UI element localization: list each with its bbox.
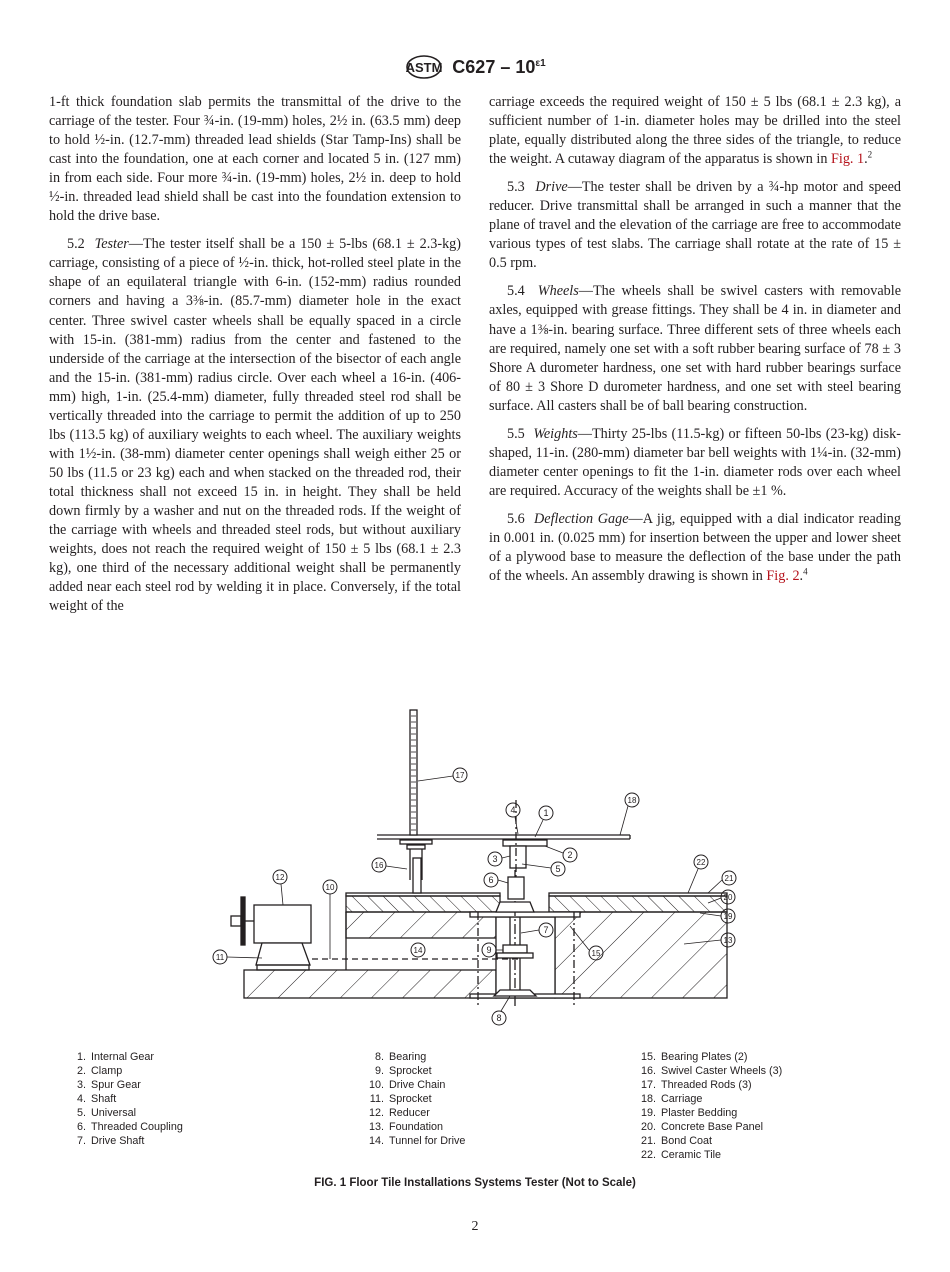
legend-item: 17. Threaded Rods (3) — [640, 1079, 752, 1091]
paragraph-carriage-continued: carriage exceeds the required weight of 150 ± 5 lbs (68.1 ± 2.3 kg), a sufficient number of 1-in. diameter holes may be drilled into the steel plate, equally distributed along the three sides of the triangle, to reduce the weight. A cutaway diagram of the apparatus is shown in Fig. 1.$^2$ — [489, 94, 901, 168]
section-5-4: 5.4 Wheels—The wheels shall be swivel casters with removable axles, equipped with grease fittings. They shall be 4 in. in diameter and have a 1⅜-in. bearing surface. Three different sets of three wheels each are required, namely one set with a soft rubber bearing surface of 78 ± 3 Shore A durometer hardness, one set with hard rubber bearings surface of 80 ± 3 Shore D durometer hardness, and one set with steel bearing surface. All casters shall be of ball bearing construction. — [489, 283, 901, 414]
page-number: 2 — [471, 1219, 479, 1234]
legend-item: 14. Tunnel for Drive — [368, 1135, 466, 1147]
svg-text:2: 2 — [567, 850, 573, 860]
section-5-2: 5.2 Tester—The tester itself shall be a 150 ± 5-lbs (68.1 ± 2.3-kg) carriage, consisting of a piece of ½-in. thick, hot-rolled steel plate in the shape of an equilateral triangle with 6-in. (152-mm) radius rounded corners and having a 3⅜-in. (85.7-mm) diameter hole in the exact center. Three swivel caster wheels shall be equally spaced in a circle with 15-in. (381-mm) radius from the center and fastened to the underside of the carriage at the intersection of the bisector of each angle and the 15-in. (381-mm) radius circle. Over each wheel a 16-in. (406-mm) high, 1-in. (25.4-mm) diameter, fully threaded steel rod shall be vertically threaded into the carriage to permit the addition of up to 250 lbs (113.5 kg) of auxiliary weights to each wheel. The auxiliary weights with 1½-in. (38-mm) diameter center openings shall weigh either 25 or 50 lbs (11.5 or 23 kg) each and when stacked on the threaded rod, their total thickness shall not exceed 15 in. in height. They shall be held down firmly by a washer and nut on the threaded rods. If the weight of the carriage with wheels and threaded steel rods, but without auxiliary weights, does not reach the required weight of 150 ± 5 lbs (68.1 ± 2.3 kg), one third of the necessary additional weight shall be permanently added near each steel rod by welding it in place. Conversely, if the total weight of the — [49, 236, 462, 615]
section-5-3: 5.3 Drive—The tester shall be driven by a ¾-hp motor and speed reducer. Drive transmittal shall be arranged in such a manner that the plane of travel and the elevation of the carriage are free to accommodate various types of test slabs. The carriage shall rotate at the rate of 15 ± 0.5 rpm. — [489, 179, 901, 272]
footnote-ref: 2 — [867, 149, 873, 160]
svg-text:16: 16 — [374, 861, 384, 870]
legend-item: 1. Internal Gear — [76, 1051, 155, 1063]
footnote-ref: 4 — [803, 566, 808, 577]
svg-text:7: 7 — [543, 925, 549, 935]
legend-column-1 — [70, 1050, 183, 1148]
legend-item: 3. Spur Gear — [76, 1079, 141, 1091]
figure-caption: FIG. 1 Floor Tile Installations Systems Tester (Not to Scale) — [314, 1177, 636, 1189]
legend-item: 20. Concrete Base Panel — [640, 1121, 764, 1133]
legend-item: 2. Clamp — [76, 1065, 123, 1077]
legend-column-3 — [640, 1050, 782, 1162]
svg-text:17: 17 — [455, 771, 465, 780]
legend-item: 15. Bearing Plates (2) — [640, 1051, 748, 1063]
svg-text:21: 21 — [724, 874, 734, 883]
svg-text:20: 20 — [723, 893, 733, 902]
legend-item: 11. Sprocket — [369, 1093, 432, 1105]
svg-text:19: 19 — [723, 912, 733, 921]
svg-text:1: 1 — [543, 808, 549, 818]
legend-item: 18. Carriage — [640, 1093, 703, 1105]
svg-text:5: 5 — [555, 864, 561, 874]
left-column — [49, 93, 461, 625]
legend-item: 16. Swivel Caster Wheels (3) — [640, 1065, 783, 1077]
svg-text:12: 12 — [275, 873, 285, 882]
svg-text:ASTM: ASTM — [405, 60, 443, 75]
legend-item: 12. Reducer — [368, 1107, 430, 1119]
tester-diagram — [200, 700, 760, 1030]
svg-text:9: 9 — [486, 945, 492, 955]
svg-text:15: 15 — [591, 949, 601, 958]
svg-text:8: 8 — [496, 1013, 502, 1023]
page-header — [0, 54, 950, 80]
right-column — [489, 93, 901, 595]
standard-designation: $C627 - 10^{\varepsilon 1}$ — [452, 56, 546, 77]
svg-text:14: 14 — [413, 946, 423, 955]
legend-item: 6. Threaded Coupling — [76, 1121, 183, 1133]
svg-text:18: 18 — [627, 796, 637, 805]
fig-2-link[interactable]: Fig. 2 — [766, 568, 800, 585]
legend-item: 7. Drive Shaft — [76, 1135, 145, 1147]
legend-item: 22. Ceramic Tile — [640, 1149, 721, 1161]
section-5-5: 5.5 Weights—Thirty 25-lbs (11.5-kg) or fifteen 50-lbs (23-kg) disk-shaped, 11-in. (280-mm) diameter bar bell weights with 1¼-in. (32-mm) diameter center openings to fit the 1-in. diameter rods over each wheel are required. Accuracy of the weights shall be ±1 %. — [489, 425, 902, 499]
svg-text:10: 10 — [325, 883, 335, 892]
legend-item: 8. Bearing — [374, 1051, 427, 1063]
legend-item: 13. Foundation — [368, 1121, 444, 1133]
section-5-6: 5.6 Deflection Gage—A jig, equipped with a dial indicator reading in 0.001 in. (0.025 mm) for insertion between the upper and lower sheet of a plywood base to measure the deflection of the base under the path of the wheels. An assembly drawing is shown in Fig. 2.$^4$ — [489, 510, 901, 585]
legend-item: 19. Plaster Bedding — [640, 1107, 738, 1119]
legend-item: 21. Bond Coat — [640, 1135, 713, 1147]
legend-item: 9. Sprocket — [374, 1065, 432, 1077]
legend-item: 4. Shaft — [76, 1093, 117, 1105]
legend-item: 10. Drive Chain — [368, 1079, 446, 1091]
legend-column-2 — [362, 1050, 465, 1148]
astm-logo-icon — [404, 54, 444, 80]
svg-text:3: 3 — [492, 854, 498, 864]
legend-item: 5. Universal — [76, 1107, 137, 1119]
svg-text:4: 4 — [510, 805, 516, 815]
fig-1-link[interactable]: Fig. 1 — [831, 151, 865, 168]
svg-text:6: 6 — [488, 875, 494, 885]
svg-text:13: 13 — [723, 936, 733, 945]
svg-text:11: 11 — [215, 953, 225, 962]
svg-text:22: 22 — [696, 858, 706, 867]
paragraph-foundation: 1-ft thick foundation slab permits the transmittal of the drive to the carriage of the tester. Four ¾-in. (19-mm) holes, 2½ in. (63.5 mm) deep to hold ½-in. (12.7-mm) threaded lead shields (Star Tamp-Ins) shall be cast into the foundation, one at each corner and located 5 in. (127 mm) in from each side. Four more ¾-in. (19-mm) holes, 2½ in. deep to hold ½-in. threaded lead shield shall be cast into the foundation extension to hold the drive base. — [49, 94, 461, 225]
